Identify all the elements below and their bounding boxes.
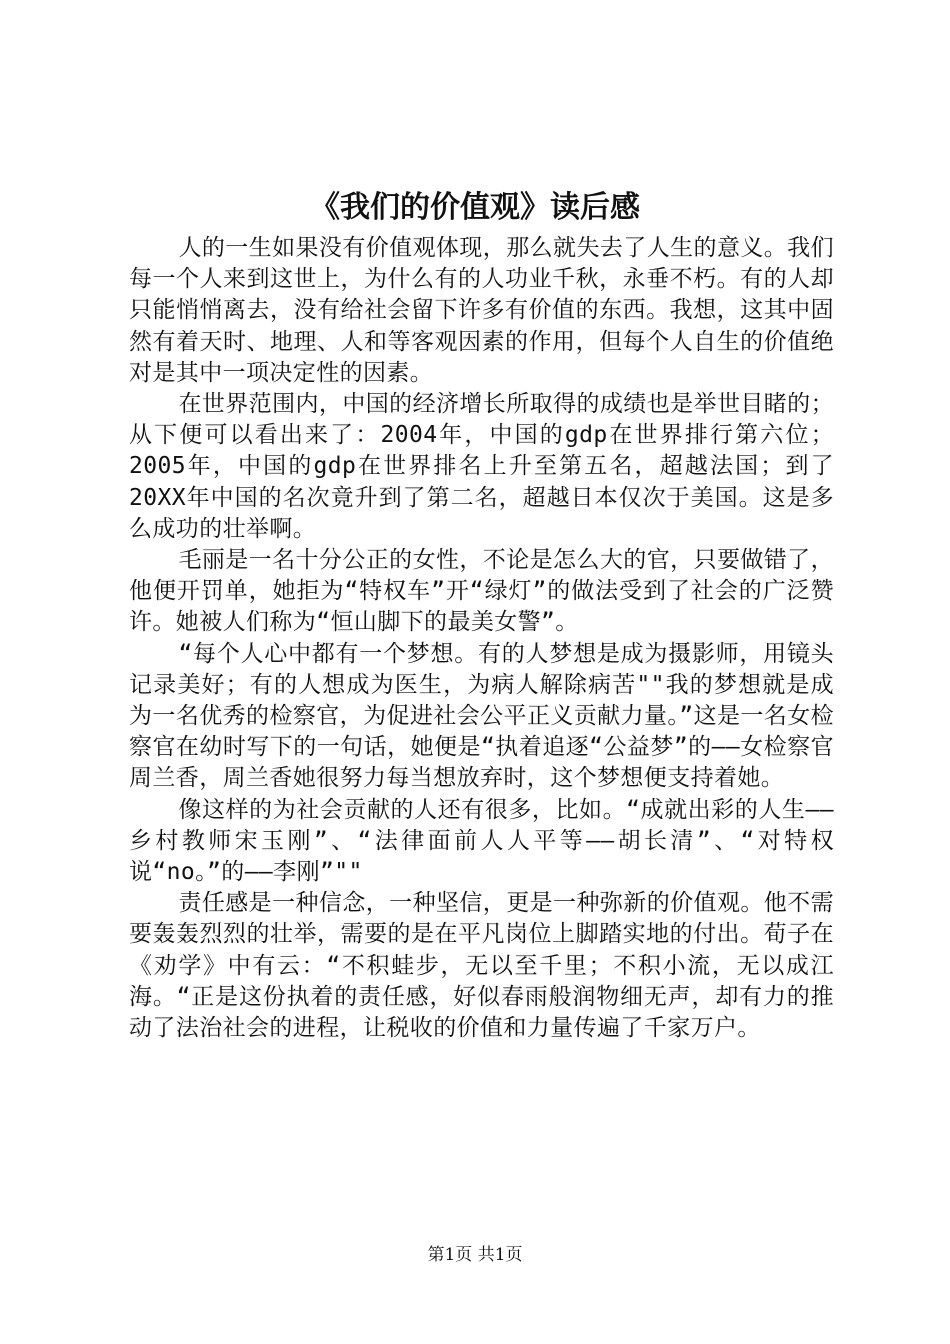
paragraph: 毛丽是一名十分公正的女性，不论是怎么大的官，只要做错了，他便开罚单，她拒为“特权车”开“绿灯”的做法受到了社会的广泛赞许。她被人们称为“恒山脚下的最美女警”。 <box>129 547 834 636</box>
page-footer: 第1页 共1页 <box>427 1245 523 1265</box>
document-body <box>129 233 834 1044</box>
paragraph: 在世界范围内，中国的经济增长所取得的成绩也是举世目睹的；从下便可以看出来了：2004年，中国的gdp在世界排行第六位；2005年，中国的gdp在世界排名上升至第五名，超越法国；到了20XX年中国的名次竟升到了第二名，超越日本仅次于美国。这是多么成功的壮举啊。 <box>129 391 834 542</box>
document-title: 《我们的价值观》读后感 <box>310 190 640 225</box>
paragraph: “每个人心中都有一个梦想。有的人梦想是成为摄影师，用镜头记录美好；有的人想成为医生，为病人解除病苦""我的梦想就是成为一名优秀的检察官，为促进社会公平正义贡献力量。”这是一名女检察官在幼时写下的一句话，她便是“执着追逐“公益梦”的——女检察官周兰香，周兰香她很努力每当想放弃时，这个梦想便支持着她。 <box>129 640 834 792</box>
paragraph: 责任感是一种信念，一种坚信，更是一种弥新的价值观。他不需要轰轰烈烈的壮举，需要的是在平凡岗位上脚踏实地的付出。荀子在《劝学》中有云：“不积蛙步，无以至千里；不积小流，无以成江海。“正是这份执着的责任感，好似春雨般润物细无声，却有力的推动了法治社会的进程，让税收的价值和力量传遍了千家万户。 <box>129 890 834 1042</box>
paragraph: 像这样的为社会贡献的人还有很多，比如。“成就出彩的人生——乡村教师宋玉刚”、“法律面前人人平等——胡长清”、“对特权说“no。”的——李刚”"" <box>129 796 834 886</box>
paragraph: 人的一生如果没有价值观体现，那么就失去了人生的意义。我们每一个人来到这世上，为什么有的人功业千秋，永垂不朽。有的人却只能悄悄离去，没有给社会留下许多有价值的东西。我想，这其中固然有着天时、地理、人和等客观因素的作用，但每个人自生的价值绝对是其中一项决定性的因素。 <box>129 235 834 386</box>
